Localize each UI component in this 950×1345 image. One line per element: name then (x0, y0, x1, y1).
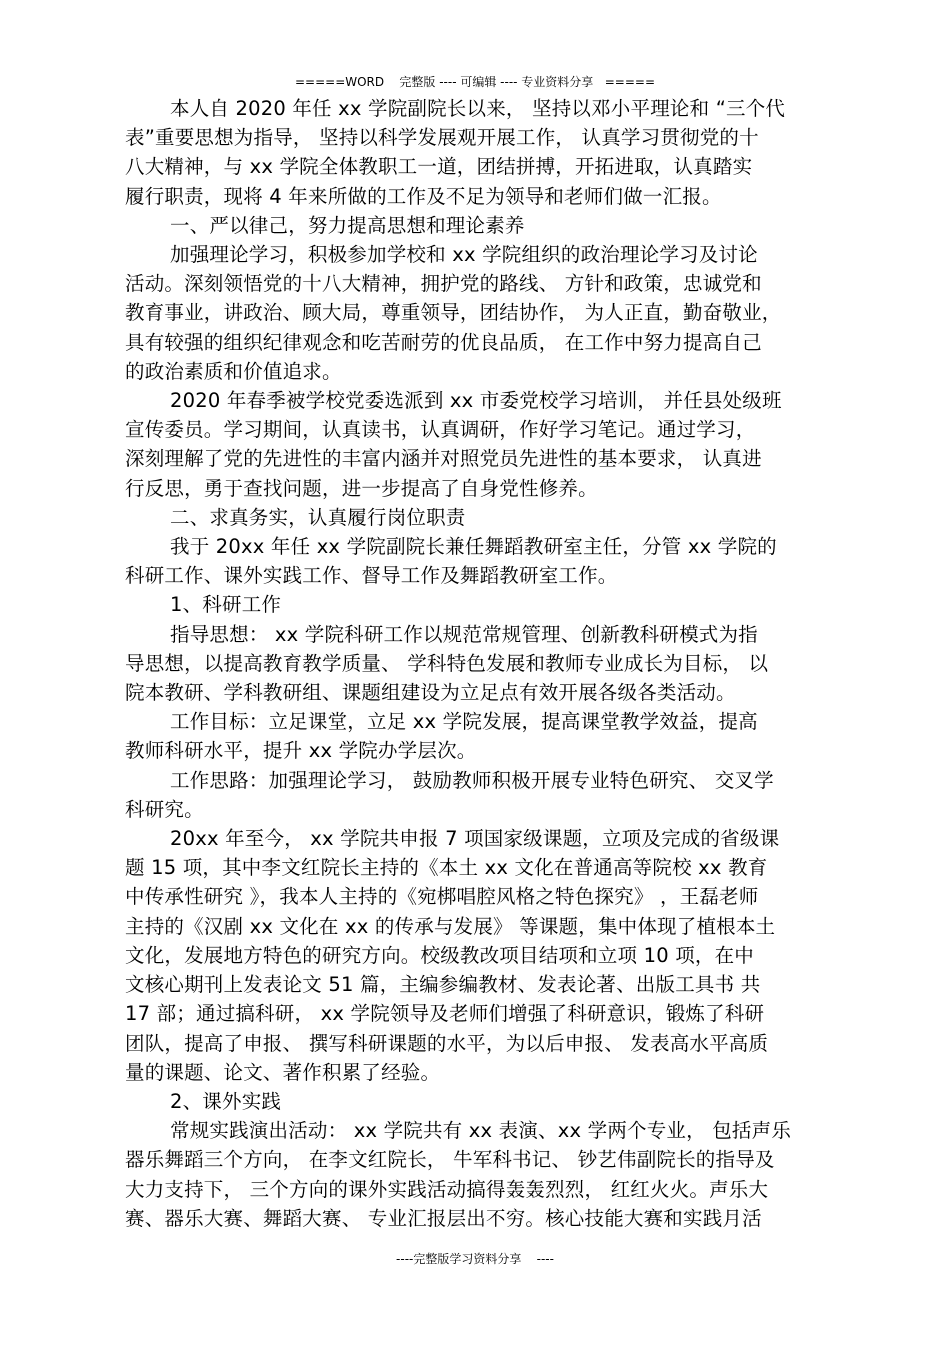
paragraph-line: 表”重要思想为指导， 坚持以科学发展观开展工作， 认真学习贯彻党的十 (125, 126, 759, 150)
paragraph-line: 教师科研水平，提升 xx 学院办学层次。 (125, 739, 477, 763)
paragraph-line: 文核心期刊上发表论文 51 篇，主编参编教材、发表论著、出版工具书 共 (125, 973, 761, 997)
document-body (125, 94, 830, 1233)
paragraph-line: 工作思路：加强理论学习， 鼓励教师积极开展专业特色研究、 交叉学 (170, 768, 774, 792)
paragraph-line: 主持的《汉剧 xx 文化在 xx 的传承与发展》 等课题，集中体现了植根本土 (125, 914, 776, 938)
paragraph-line: 题 15 项，其中李文红院长主持的《本土 xx 文化在普通高等院校 xx 教育 (125, 856, 768, 880)
paragraph-line: 2020 年春季被学校党委选派到 xx 市委党校学习培训， 并任县处级班 (170, 389, 782, 413)
section-heading: 二、求真务实，认真履行岗位职责 (170, 505, 466, 529)
paragraph-line: 行反思，勇于查找问题，进一步提高了自身党性修养。 (125, 476, 598, 500)
paragraph-line: 履行职责，现将 4 年来所做的工作及不足为领导和老师们做一汇报。 (125, 184, 722, 208)
paragraph-line: 17 部；通过搞科研， xx 学院领导及老师们增强了科研意识，锻炼了科研 (125, 1002, 765, 1026)
paragraph-line: 科研工作、课外实践工作、督导工作及舞蹈教研室工作。 (125, 564, 618, 588)
paragraph-line: 活动。深刻领悟党的十八大精神，拥护党的路线、 方针和政策，忠诚党和 (125, 272, 762, 296)
paragraph-line: 大力支持下， 三个方向的课外实践活动搞得轰轰烈烈， 红红火火。声乐大 (125, 1177, 769, 1201)
paragraph-line: 20xx 年至今， xx 学院共申报 7 项国家级课题，立项及完成的省级课 (170, 827, 780, 851)
paragraph-line: 深刻理解了党的先进性的丰富内涵并对照党员先进性的基本要求， 认真进 (125, 447, 762, 471)
page-header: =====WORD 完整版 ---- 可编辑 ---- 专业资料分享 ===== (294, 75, 656, 89)
paragraph-line: 器乐舞蹈三个方向， 在李文红院长， 牛军科书记、 钞艺伟副院长的指导及 (125, 1148, 775, 1172)
paragraph-line: 常规实践演出活动： xx 学院共有 xx 表演、xx 学两个专业， 包括声乐 (170, 1119, 792, 1143)
paragraph-line: 指导思想： xx 学院科研工作以规范常规管理、创新教科研模式为指 (170, 622, 758, 646)
page-footer: ----完整版学习资料分享 ---- (396, 1252, 554, 1266)
paragraph-line: 科研究。 (125, 797, 204, 821)
paragraph-line: 加强理论学习，积极参加学校和 xx 学院组织的政治理论学习及讨论 (170, 243, 758, 267)
paragraph-line: 团队，提高了申报、 撰写科研课题的水平，为以后申报、 发表高水平高质 (125, 1031, 769, 1055)
paragraph-line: 赛、器乐大赛、舞蹈大赛、 专业汇报层出不穷。核心技能大赛和实践月活 (125, 1206, 762, 1230)
paragraph-line: 具有较强的组织纪律观念和吃苦耐劳的优良品质， 在工作中努力提高自己 (125, 330, 762, 354)
paragraph-line: 量的课题、论文、著作积累了经验。 (125, 1060, 441, 1084)
subsection-heading: 2、课外实践 (170, 1089, 282, 1113)
paragraph-line: 本人自 2020 年任 xx 学院副院长以来， 坚持以邓小平理论和 “三个代 (170, 97, 786, 120)
paragraph-line: 院本教研、学科教研组、课题组建设为立足点有效开展各级各类活动。 (125, 681, 736, 705)
paragraph-line: 我于 20xx 年任 xx 学院副院长兼任舞蹈教研室主任，分管 xx 学院的 (170, 535, 777, 559)
paragraph-line: 教育事业，讲政治、顾大局，尊重领导，团结协作， 为人正直，勤奋敬业， (125, 301, 782, 325)
paragraph-line: 文化，发展地方特色的研究方向。校级教改项目结项和立项 10 项，在中 (125, 943, 755, 967)
paragraph-line: 导思想，以提高教育教学质量、 学科特色发展和教师专业成长为目标， 以 (125, 651, 769, 675)
paragraph-line: 宣传委员。学习期间，认真读书，认真调研，作好学习笔记。通过学习， (125, 418, 756, 442)
paragraph-line: 工作目标：立足课堂，立足 xx 学院发展，提高课堂教学效益，提高 (170, 710, 758, 734)
paragraph-line: 八大精神，与 xx 学院全体教职工一道，团结拼搏，开拓进取，认真踏实 (125, 155, 753, 179)
section-heading: 一、严以律己，努力提高思想和理论素养 (170, 213, 525, 237)
paragraph-line: 的政治素质和价值追求。 (125, 359, 342, 383)
subsection-heading: 1、科研工作 (170, 593, 282, 617)
paragraph-line: 中传承性研究 》，我本人主持的《宛梆唱腔风格之特色探究》 ，王磊老师 (125, 885, 759, 909)
